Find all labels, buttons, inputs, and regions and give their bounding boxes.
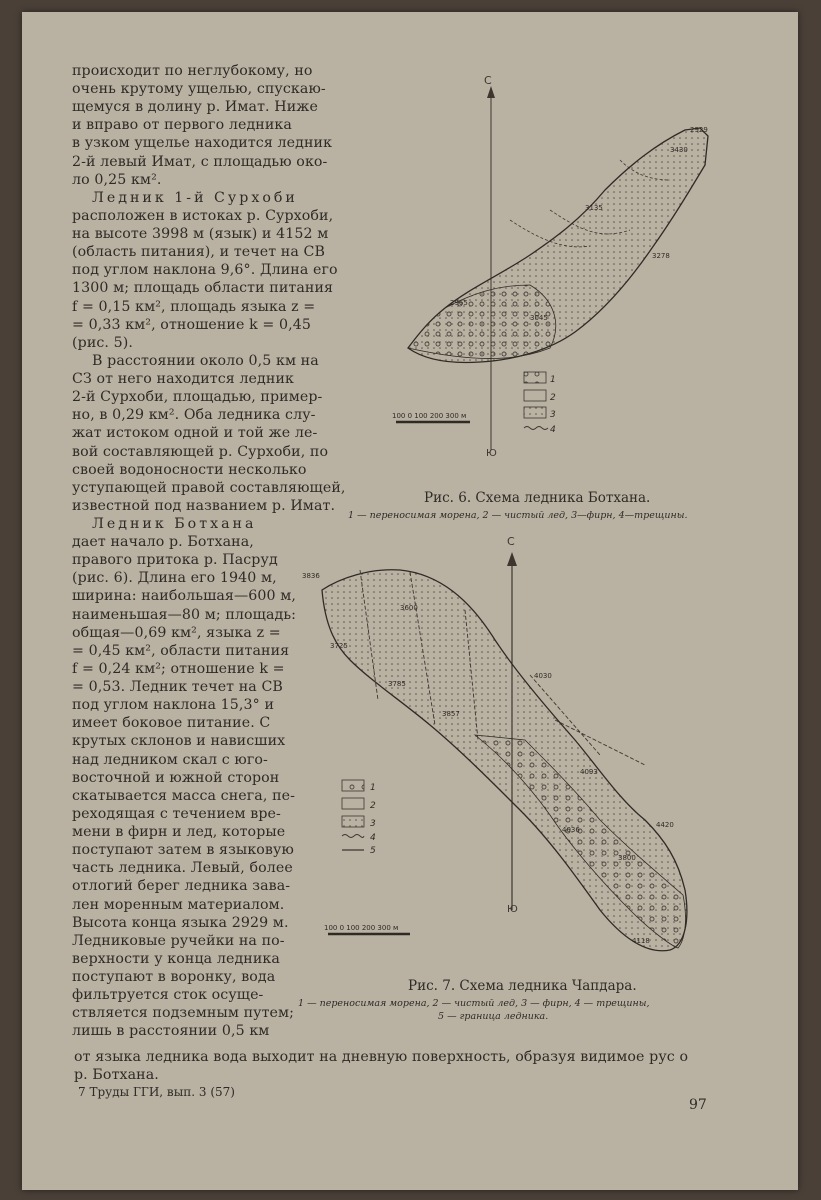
fig7-elev-7: 4093 [580,768,598,776]
fig7-legend-line1: 1 — переносимая морена, 2 — чистый лед, 3 — фирн, 4 — трещины, [298,998,650,1009]
text-line: ствляется подземным путем; [72,1005,295,1022]
figure-6-map [390,70,730,490]
fig7-north-arrow [507,552,517,566]
fig6-elev-3: 3278 [652,252,670,260]
text-line: часть ледника. Левый, более [72,860,293,877]
text-line: В расстоянии около 0,5 км на [92,352,319,369]
fig7-scale: 100 0 100 200 300 м [324,924,399,932]
text-line: Ледник Ботхана [92,516,257,532]
text-line: наименьшая—80 м; площадь: [72,606,297,623]
fig6-elev-2: 3135 [585,204,603,212]
text-line: над ледником скал с юго- [72,751,268,768]
text-line: Ледник 1-й Сурхоби [92,189,298,206]
fig7-legend-line2: 5 — граница ледника. [438,1011,549,1022]
fig7-elev-10: 3800 [618,854,636,862]
text-line: дает начало р. Ботхана, [72,534,254,551]
text-line: f = 0,15 км², площадь языка z = [72,298,316,315]
fig6-elev-1: 2929 [690,126,708,134]
bottom-text-line-1: от языка ледника вода выходит на дневную поверхность, образуя видимое рус о [74,1049,689,1065]
fig7-elev-3: 3600 [400,604,418,612]
text-line: и вправо от первого ледника [72,117,292,134]
text-line: своей водоносности несколько [72,461,307,478]
text-line: известной под названием р. Имат. [72,497,336,514]
text-line: (рис. 6). Длина его 1940 м, [72,570,277,587]
text-line: = 0,53. Ледник течет на СВ [72,679,283,696]
text-line: = 0,45 км², области питания [72,642,290,659]
fig6-legend-box-3 [524,407,546,418]
fig7-legend-key-5: 5 [370,846,376,856]
text-line: поступают в воронку, вода [72,969,276,985]
text-line: 2-й левый Имат, с площадью око- [72,153,328,170]
fig7-legend-crack [342,835,364,838]
text-line: верхности у конца ледника [72,950,280,967]
fig6-elev-5: 2965 [450,299,468,307]
fig6-legend-crack [524,427,548,430]
text-line: Высота конца языка 2929 м. [72,914,289,931]
text-line: очень крутому ущелью, спускаю- [72,81,326,98]
text-line: на высоте 3998 м (язык) и 4152 м [72,226,329,243]
fig6-legend-key-1: 1 [550,375,556,385]
text-line: но, в 0,29 км². Оба ледника слу- [72,407,316,424]
text-line: лишь в расстоянии 0,5 км [72,1023,270,1040]
text-line: поступают затем в языковую [72,842,294,859]
page-number: 97 [689,1097,707,1113]
text-line: 1300 м; площадь области питания [72,280,334,297]
text-line: мени в фирн и лед, которые [72,824,286,841]
text-line: под углом наклона 9,6°. Длина его [72,262,338,279]
fig7-caption: Рис. 7. Схема ледника Чапдара. [408,978,637,994]
text-line: происходит по неглубокому, но [72,63,313,79]
text-line: СЗ от него находится ледник [72,371,294,388]
fig7-legend-key-2: 2 [370,801,376,811]
text-line: расположен в истоках р. Сурхоби, [72,207,334,224]
text-line: 2-й Сурхоби, площадью, пример- [72,389,323,406]
fig7-legend-key-3: 3 [370,819,376,829]
fig7-elev-9: 4036 [562,826,580,834]
fig6-elev-6: 3045 [530,314,548,322]
text-line: общая—0,69 км², языка z = [72,624,281,641]
fig6-south: Ю [486,448,497,459]
text-line: ширина: наибольшая—600 м, [72,588,296,605]
text-line: крутых склонов и нависших [72,733,286,750]
bottom-text-line-2: р. Ботхана. [74,1067,159,1083]
fig7-south: Ю [507,904,518,915]
text-line: скатывается масса снега, пе- [72,787,296,804]
fig7-legend-key-4: 4 [370,833,376,843]
fig7-north: С [507,535,515,548]
text-line: под углом наклона 15,3° и [72,697,275,714]
fig6-north-arrow [487,86,495,98]
fig7-legend-box-3 [342,816,364,827]
fig6-legend-key-3: 3 [550,410,556,420]
fig6-north: С [484,74,492,87]
fig7-elev-1: 3836 [302,572,320,580]
fig6-legend-box-1 [524,372,546,383]
text-line: f = 0,24 км²; отношение k = [72,660,285,677]
fig6-legend-key-2: 2 [550,393,556,403]
fig7-legend-key-1: 1 [370,783,376,793]
text-line: вой составляющей р. Сурхоби, по [72,443,329,460]
figure-7-map [300,530,720,970]
fig7-elev-2: 3725 [330,642,348,650]
text-line: имеет боковое питание. С [72,715,271,732]
text-line: восточной и южной сторон [72,769,280,786]
text-line: жат истоком одной и той же ле- [72,425,318,442]
text-line: отлогий берег ледника зава- [72,878,291,895]
fig6-legend: 1 — переносимая морена, 2 — чистый лед, 3—фирн, 4—трещины. [348,510,688,521]
text-line: Ледниковые ручейки на по- [72,932,285,949]
printer-signature: 7 Труды ГГИ, вып. 3 (57) [78,1085,235,1099]
text-line: = 0,33 км², отношение k = 0,45 [72,316,311,333]
fig6-elev-4: 3430 [670,146,688,154]
text-line: (область питания), и течет на СВ [72,244,326,261]
fig6-caption: Рис. 6. Схема ледника Ботхана. [424,490,651,506]
fig7-elev-11: 4118 [632,937,650,945]
text-line: ло 0,25 км². [72,171,162,188]
fig6-scale: 100 0 100 200 300 м [392,412,467,420]
text-line: уступающей правой составляющей, [72,479,346,496]
fig7-elev-4: 3785 [388,680,406,688]
fig7-elev-5: 4030 [534,672,552,680]
text-line: фильтруется сток осуще- [72,987,264,1004]
text-line: в узком ущелье находится ледник [72,135,333,152]
fig6-legend-key-4: 4 [550,425,556,435]
fig7-legend-box-1 [342,780,364,791]
text-line: (рис. 5). [72,334,134,351]
fig7-elev-8: 4420 [656,821,674,829]
fig7-legend-box-2 [342,798,364,809]
text-line: реходящая с течением вре- [72,805,281,822]
text-line: правого притока р. Пасруд [72,552,278,569]
fig7-elev-6: 3857 [442,710,460,718]
text-line: щемуся в долину р. Имат. Ниже [72,99,318,116]
text-line: лен моренным материалом. [72,896,285,913]
fig6-legend-box-2 [524,390,546,401]
